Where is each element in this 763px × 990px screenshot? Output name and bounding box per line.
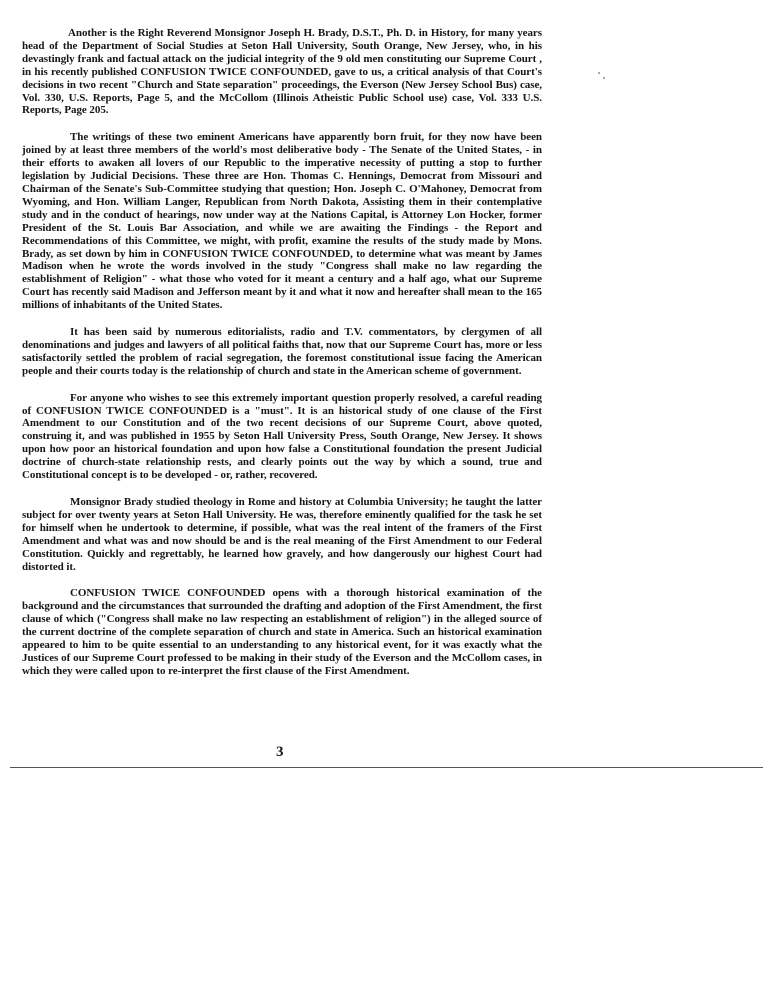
scan-speck	[598, 72, 600, 74]
paragraph-2: The writings of these two eminent Americans have apparently born fruit, for they now have been joined by at least three members of the world's most deliberative body - The Senate of the United States, - in their efforts to awaken all lovers of our Republic to the imperative necessity of putting a stop to further legislation by Judicial Decisions. These three are Hon. Thomas C. Hennings, Democrat from Missouri and Chairman of the Senate's Sub-Committee studying that question; Hon. Joseph C. O'Mahoney, Democrat from Wyoming, and Hon. William Langer, Republican from North Dakota, Assisting them in their contemplative study and in the conduct of hearings, now under way at the Nations Capital, is Attorney Lon Hocker, former President of the St. Louis Bar Association, and while we are awaiting the Findings - the Report and Recommendations of this Committee, we might, with profit, examine the results of the study made by Mons. Brady, as set down by him in CONFUSION TWICE CONFOUNDED, to determine what was meant by James Madison when he wrote the words involved in the study "Congress shall make no law regarding the establishment of Religion" - what those who voted for it meant a century and a half ago, what our Supreme Court has recently said Madison and Jefferson meant by it and what it now and hereafter shall mean to the 165 millions of inhabitants of the United States.	[22, 131, 542, 312]
paragraph-6: CONFUSION TWICE CONFOUNDED opens with a thorough historical examination of the background and the circumstances that surrounded the drafting and adoption of the First Amendment, the first clause of which ("Congress shall make no law respecting an establishment of religion") in the alleged source of the current doctrine of the complete separation of church and state in America. Such an historical examination appeared to him to be quite essential to an understanding to any historical event, for it was exactly what the Justices of our Supreme Court professed to be making in their study of the Everson and the McCollom cases, in which they were called upon to re-interpret the first clause of the First Amendment.	[22, 587, 542, 677]
footer-divider	[10, 767, 763, 768]
paragraph-3: It has been said by numerous editorialists, radio and T.V. commentators, by clergymen of all denominations and judges and lawyers of all political faiths that, now that our Supreme Court has, more or less satisfactorily settled the problem of racial segregation, the foremost constitutional issue facing the American people and their courts today is the relationship of church and state in the American scheme of government.	[22, 326, 542, 377]
paragraph-1: Another is the Right Reverend Monsignor Joseph H. Brady, D.S.T., Ph. D. in History, for many years head of the Department of Social Studies at Seton Hall University, South Orange, New Jersey, who, in his devastingly frank and factual attack on the judicial integrity of the 9 old men constituting our Supreme Court , in his recently published CONFUSION TWICE CONFOUNDED, gave to us, a critical analysis of that Court's decisions in two recent "Church and State separation" proceedings, the Everson (New Jersey School Bus) case, Vol. 330, U.S. Reports, Page 5, and the McCollom (Illinois Atheistic Public School use) case, Vol. 333 U.S. Reports, Page 205.	[22, 27, 542, 117]
paragraph-5: Monsignor Brady studied theology in Rome and history at Columbia University; he taught the latter subject for over twenty years at Seton Hall University. He was, therefore eminently qualified for the task he set for himself when he undertook to determine, if possible, what was the real intent of the framers of the First Amendment and what was and now should be and is the real meaning of the First Amendment to our Federal Constitution. Quickly and regrettably, he learned how gravely, and how dangerously our highest Court had distorted it.	[22, 496, 542, 573]
page-number: 3	[276, 744, 284, 760]
body-text	[22, 27, 542, 692]
scan-speck	[603, 77, 605, 79]
paragraph-4: For anyone who wishes to see this extremely important question properly resolved, a careful reading of CONFUSION TWICE CONFOUNDED is a "must". It is an historical study of one clause of the First Amendment to our Constitution and of the two recent decisions of our Supreme Court, above quoted, construing it, and was published in 1955 by Seton Hall University Press, South Orange, New Jersey. It shows upon how poor an historical foundation and upon how false a Constitutional foundation the present Judicial doctrine of church-state relationship rests, and clearly points out the way by which a sound, true and Constitutional concept is to be developed - or, rather, recovered.	[22, 391, 542, 482]
